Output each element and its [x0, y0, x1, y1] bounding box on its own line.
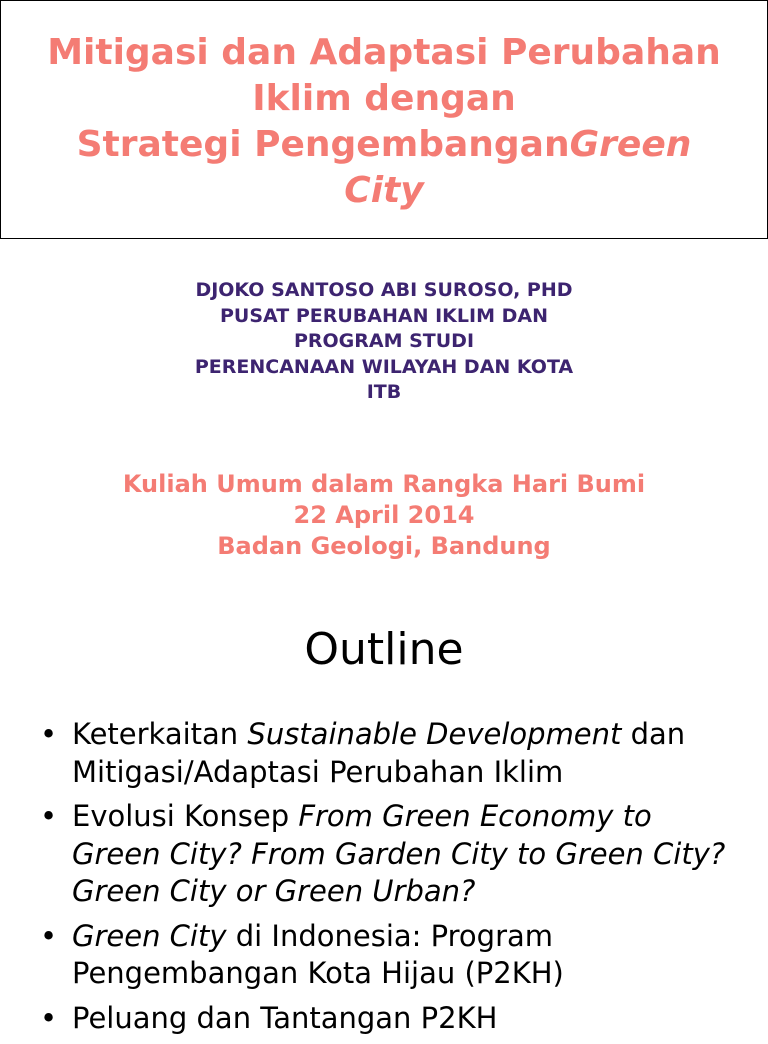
event-block	[0, 469, 768, 562]
title-line-3: Strategi Pengembangan	[76, 123, 570, 165]
list-item	[40, 1000, 740, 1038]
outline-list	[40, 716, 740, 1044]
author-line: PUSAT PERUBAHAN IKLIM DAN	[220, 304, 548, 327]
event-line: Kuliah Umum dalam Rangka Hari Bumi	[122, 470, 646, 498]
bullet-icon: •	[40, 918, 58, 953]
bullet-icon: •	[40, 1000, 58, 1035]
bullet-icon: •	[40, 717, 58, 751]
list-item	[40, 918, 740, 993]
title-box	[0, 0, 768, 239]
title-line-2: Iklim dengan	[252, 77, 516, 119]
item-text-italic: From Green Economy to Green City? From Garden City to Green City? Green City or Green Urban?	[72, 799, 726, 908]
event-line: Badan Geologi, Bandung	[217, 532, 551, 560]
author-line: DJOKO SANTOSO ABI SUROSO, PHD	[195, 279, 573, 301]
list-item	[40, 716, 740, 791]
item-text: di Indonesia: Program Pengembangan Kota Hijau (P2KH)	[72, 918, 564, 990]
event-line: 22 April 2014	[293, 501, 475, 529]
item-text: Evolusi Konsep	[72, 799, 299, 833]
item-text: Peluang dan Tantangan P2KH	[72, 1000, 498, 1035]
item-text: Keterkaitan	[72, 717, 248, 751]
item-text-italic: Green City	[72, 918, 227, 953]
author-line: ITB	[366, 381, 402, 403]
list-item	[40, 798, 740, 911]
slide-title	[47, 26, 721, 214]
title-line-1: Mitigasi dan Adaptasi Perubahan	[47, 31, 721, 73]
item-text: dan Mitigasi/Adaptasi Perubahan Iklim	[72, 717, 686, 789]
author-line: PROGRAM STUDI	[293, 330, 475, 352]
bullet-icon: •	[40, 799, 58, 833]
title-line-4-italic: City	[344, 169, 424, 211]
author-line: PERENCANAAN WILAYAH DAN KOTA	[194, 355, 574, 378]
outline-heading: Outline	[304, 624, 464, 675]
title-line-3-italic: Green	[569, 123, 692, 165]
item-text-italic: Sustainable Development	[247, 717, 622, 751]
author-block	[0, 278, 768, 406]
